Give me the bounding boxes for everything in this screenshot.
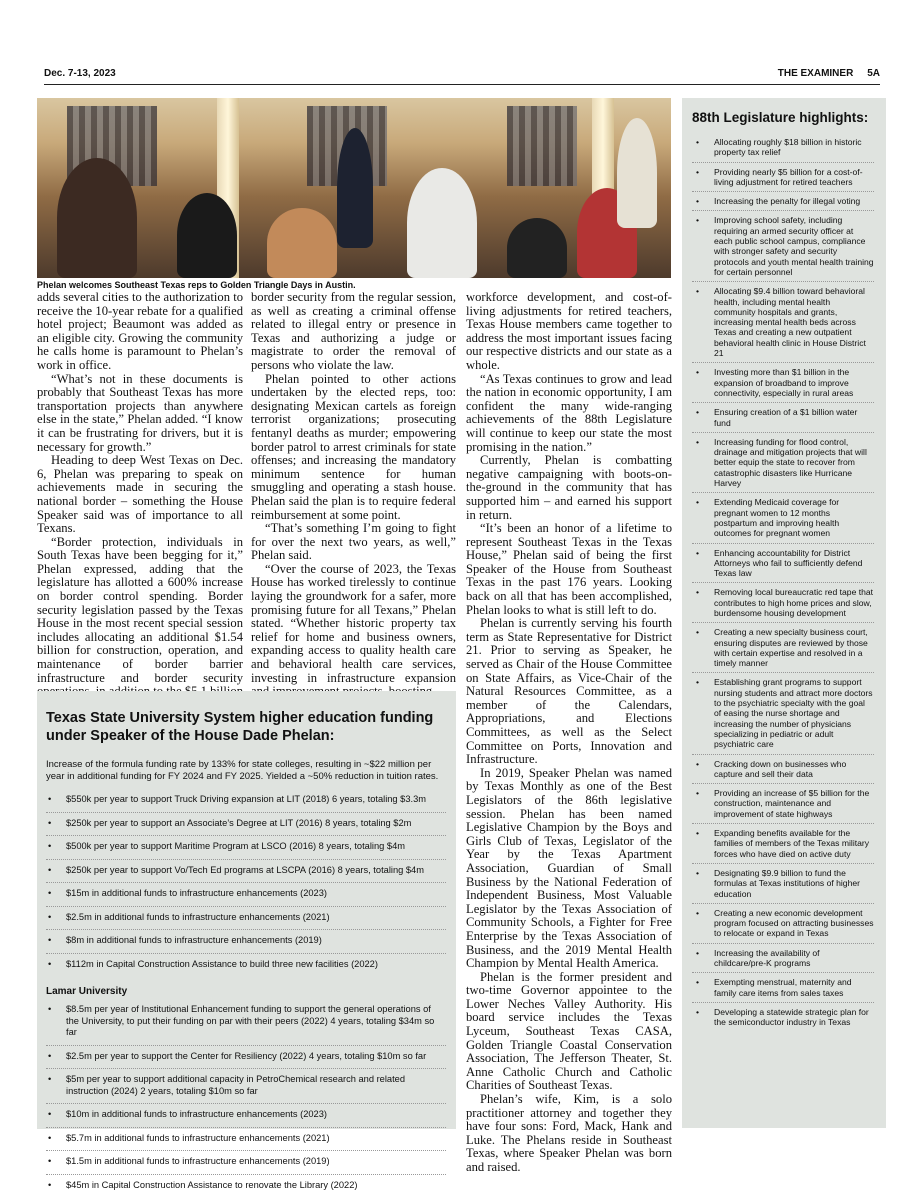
list-item: • Expanding benefits available for the families of members of the Texas military forces who have died on active duty [692, 824, 874, 864]
list-item: • $2.5m in additional funds to infrastructure enhancements (2021) [46, 907, 446, 931]
list-item: • Allocating roughly $18 billion in historic property tax relief [692, 133, 874, 163]
photo-person [177, 193, 237, 278]
paragraph: “Over the course of 2023, the Texas House has worked tirelessly to continue laying the groundwork for a safer, more promising future for all Texans,” Phelan stated. “Whether historic property tax relief for home and business owners, expanding access to quality health care and behavioral health care services, investing in infrastructure expansion [251, 561, 456, 685]
article-column-2 [251, 291, 456, 699]
paragraph: Phelan is the former president and two-time Governor appointee to the Lower Neches Valley Authority. His board service includes the Texas Lyceum, Southeast Texas CASA, Golden Triangle Coastal Conservation Association, The Jefferson Theater, St. Anne Catholic Church and Catholic Charities of Southeast Texas. [466, 969, 672, 1093]
legislature-highlights-box [682, 98, 886, 1128]
tsus-funding-list [37, 789, 456, 976]
list-item: • Exempting menstrual, maternity and family care items from sales taxes [692, 973, 874, 1003]
paragraph: Currently, Phelan is combatting negative campaigning with boots-on-the-ground in the community that has supported him – and earned his support in return. [466, 453, 672, 522]
list-item: • Improving school safety, including requiring an armed security officer at each public school campus, compliance with stronger safety and security protocols and youth mental health training for certain personnel [692, 211, 874, 282]
paragraph: “It’s been an honor of a lifetime to represent Southeast Texas in the Texas House,” Phelan said of being the first Speaker of the House from Southeast Texas in the past 176 years. Looking back on all that has been accomplished, Phelan looks to what is still left to do. [466, 521, 672, 617]
list-item: • Allocating $9.4 billion toward behavioral health, including mental health community hospitals and grants, increasing mental health beds across Texas and creating a new outpatient behavioral health clinic in House District 21 [692, 282, 874, 363]
list-item: • $250k per year to support Vo/Tech Ed programs at LSCPA (2016) 8 years, totaling $4m [46, 860, 446, 884]
photo-person [407, 168, 477, 278]
list-item: • $550k per year to support Truck Driving expansion at LIT (2018) 6 years, totaling $3.3m [46, 789, 446, 813]
paragraph: “What’s not in these documents is probably that Southeast Texas has more transportation projects than anywhere else in the state,” Phelan added. “I know it can be frustrating for drivers, but it is necessary for growth.” [37, 371, 243, 454]
issue-date: Dec. 7-13, 2023 [44, 68, 116, 79]
page-header [44, 66, 880, 85]
paragraph: In 2019, Speaker Phelan was named by Texas Monthly as one of the Best Legislators of the 86th legislative session. Phelan has been named Legislative Champion by the Boys and Girls Club of Texas, Legislator of the Year by the Texas Apartment Association, Guardian of Small Business by the National Federation of Independent Business, Most Valuable Legislator by the Texas Association of Community Schools, a Fighter for Free Enterprise by the Texas Association of Business, and the 2019 Mental Health Champion by Mental Health America. [466, 765, 672, 971]
list-item: • Establishing grant programs to support nursing students and attract more doctors to the psychiatric specialty with the goal of easing the nurse shortage and increasing the number of physicians specializing in pediatric or adult psychiatric care [692, 673, 874, 754]
tsus-box-title: Texas State University System higher education funding under Speaker of the House Dade Phelan: [46, 710, 434, 744]
list-item: • Providing an increase of $5 billion for the construction, maintenance and improvement of state highways [692, 784, 874, 824]
highlights-title: 88th Legislature highlights: [692, 110, 869, 125]
list-item: • Investing more than $1 billion in the expansion of broadband to improve connectivity, especially in rural areas [692, 363, 874, 403]
list-item: • $15m in additional funds to infrastructure enhancements (2023) [46, 883, 446, 907]
event-photo [37, 98, 671, 278]
photo-person [57, 158, 137, 278]
photo-person [617, 118, 657, 228]
paragraph: “Border protection, individuals in South Texas have been begging for it,” Phelan expressed, adding that the legislature has allotted a 600% increase on border control spending. Border security legislation passed by the Texas House in the most recent special session includes allocating an additional $1.54 billion for construction, operation, and maintenance of border barrier infrastructure and border security [37, 534, 243, 685]
list-item: • $250k per year to support an Associate’s Degree at LIT (2016) 8 years, totaling $2m [46, 813, 446, 837]
photo-speaker [337, 128, 373, 248]
list-item: • Providing nearly $5 billion for a cost-of-living adjustment for retired teachers [692, 163, 874, 193]
list-item: • Ensuring creation of a $1 billion water fund [692, 403, 874, 433]
article-column-3 [466, 291, 672, 1175]
lamar-funding-list [37, 999, 456, 1197]
list-item: • Developing a statewide strategic plan for the semiconductor industry in Texas [692, 1003, 874, 1032]
list-item: • Increasing the penalty for illegal voting [692, 192, 874, 211]
list-item: • Extending Medicaid coverage for pregnant women to 12 months postpartum and improving health outcomes for pregnant women [692, 493, 874, 543]
publication-name: THE EXAMINER [777, 68, 854, 79]
tsus-box-intro: Increase of the formula funding rate by 133% for state colleges, resulting in ~$22 million per year in additional funding for FY 2024 and FY 2025. Yielded a ~50% reduction in tuition rates. [46, 759, 439, 782]
article-column-1 [37, 291, 243, 712]
paragraph: “That’s something I’m going to fight for over the next two years, as well,” Phelan said. [251, 521, 456, 563]
list-item: • $5m per year to support additional capacity in PetroChemical research and related instruction (2024) 2 years, totaling $10m so far [46, 1069, 446, 1104]
photo-person [507, 218, 567, 278]
photo-window [507, 106, 577, 186]
list-item: • $5.7m in additional funds to infrastructure enhancements (2021) [46, 1128, 446, 1152]
paragraph: border security from the regular session, as well as creating a criminal offense related to illegal entry or presence in Texas and authorizing a judge or magistrate to order the removal of persons who violate the law. [251, 290, 456, 372]
list-item: • Enhancing accountability for District Attorneys who fail to sufficiently defend Texas law [692, 544, 874, 584]
paragraph: adds several cities to the authorization to receive the 10-year rebate for a qualified hotel project; Beaumont was added as an eligible city. Growing the community he calls home is paramount to Phelan’s work in office. [37, 290, 243, 372]
paragraph: “As Texas continues to grow and lead the nation in economic opportunity, I am confident the many wide-ranging achievements of the 88th Legislature will continue to keep our state the most promising in the nation.” [466, 371, 672, 454]
publication-info [778, 68, 880, 79]
list-item: • $500k per year to support Maritime Program at LSCO (2016) 8 years, totaling $4m [46, 836, 446, 860]
paragraph: Phelan’s wife, Kim, is a solo practitioner attorney and together they have four sons: Ford, Mack, Hank and Luke. The Phelans reside in Southeast Texas, where Speaker Phelan was born and raised. [466, 1092, 672, 1174]
lamar-heading: Lamar University [46, 986, 128, 997]
page-number: 5A [867, 68, 880, 79]
paragraph: Phelan pointed to other actions undertaken by the elected reps, too: designating Mexican cartels as foreign terrorist organizations; prosecuting fentanyl deaths as murder; empowering border patrol to arrest criminals for state offenses; and increasing the mandatory minimum sentence for human smuggling and operating a stash house. Phelan said the plan is to require federal reimbursement at some point. [251, 371, 456, 522]
list-item: • $112m in Capital Construction Assistance to build three new facilities (2022) [46, 954, 446, 977]
list-item: • $8.5m per year of Institutional Enhancement funding to support the general operations of the University, to put their funding on par with their peers (2022) 4 years, totaling $34m so far [46, 999, 446, 1046]
list-item: • $45m in Capital Construction Assistance to renovate the Library (2022) [46, 1175, 446, 1198]
tsus-funding-box [37, 691, 456, 1190]
list-item: • $2.5m per year to support the Center for Resiliency (2022) 4 years, totaling $10m so far [46, 1046, 446, 1070]
photo-caption: Phelan welcomes Southeast Texas reps to Golden Triangle Days in Austin. [37, 280, 356, 290]
list-item: • Cracking down on businesses who capture and sell their data [692, 755, 874, 785]
list-item: • $8m in additional funds to infrastructure enhancements (2019) [46, 930, 446, 954]
photo-person [267, 208, 337, 278]
list-item: • Creating a new specialty business court, ensuring disputes are reviewed by those with certain expertise and resolved in a timely manner [692, 623, 874, 673]
highlights-list [682, 133, 886, 1031]
list-item: • $1.5m in additional funds to infrastructure enhancements (2019) [46, 1151, 446, 1175]
paragraph: Heading to deep West Texas on Dec. 6, Phelan was preparing to speak on achievements made in securing the national border – something the House Speaker said was of importance to all Texans. [37, 453, 243, 536]
list-item: • Increasing funding for flood control, drainage and mitigation projects that will better equip the state to recover from catastrophic disasters like Hurricane Harvey [692, 433, 874, 493]
list-item: • $10m in additional funds to infrastructure enhancements (2023) [46, 1104, 446, 1128]
list-item: • Increasing the availability of childcare/pre-K programs [692, 944, 874, 974]
list-item: • Removing local bureaucratic red tape that contributes to high home prices and slow, burdensome housing development [692, 583, 874, 623]
list-item: • Designating $9.9 billion to fund the formulas at Texas institutions of higher education [692, 864, 874, 904]
paragraph: Phelan is currently serving his fourth term as State Representative for District 21. Prior to serving as Speaker, he served as Chair of the House Committee on State Affairs, as Vice-Chair of the Natural Resources Committee, as a member of the Calendars, Appropriations, and Elections Committees, as well as the Select Committee on Ports, Innovation and Infrastructure. [466, 616, 672, 767]
list-item: • Creating a new economic development program focused on attracting businesses to relocate or expand in Texas [692, 904, 874, 944]
paragraph: workforce development, and cost-of-living adjustments for retired teachers, Texas House members came together to address the most important issues facing our respective districts and our state as a whole. [466, 290, 672, 372]
